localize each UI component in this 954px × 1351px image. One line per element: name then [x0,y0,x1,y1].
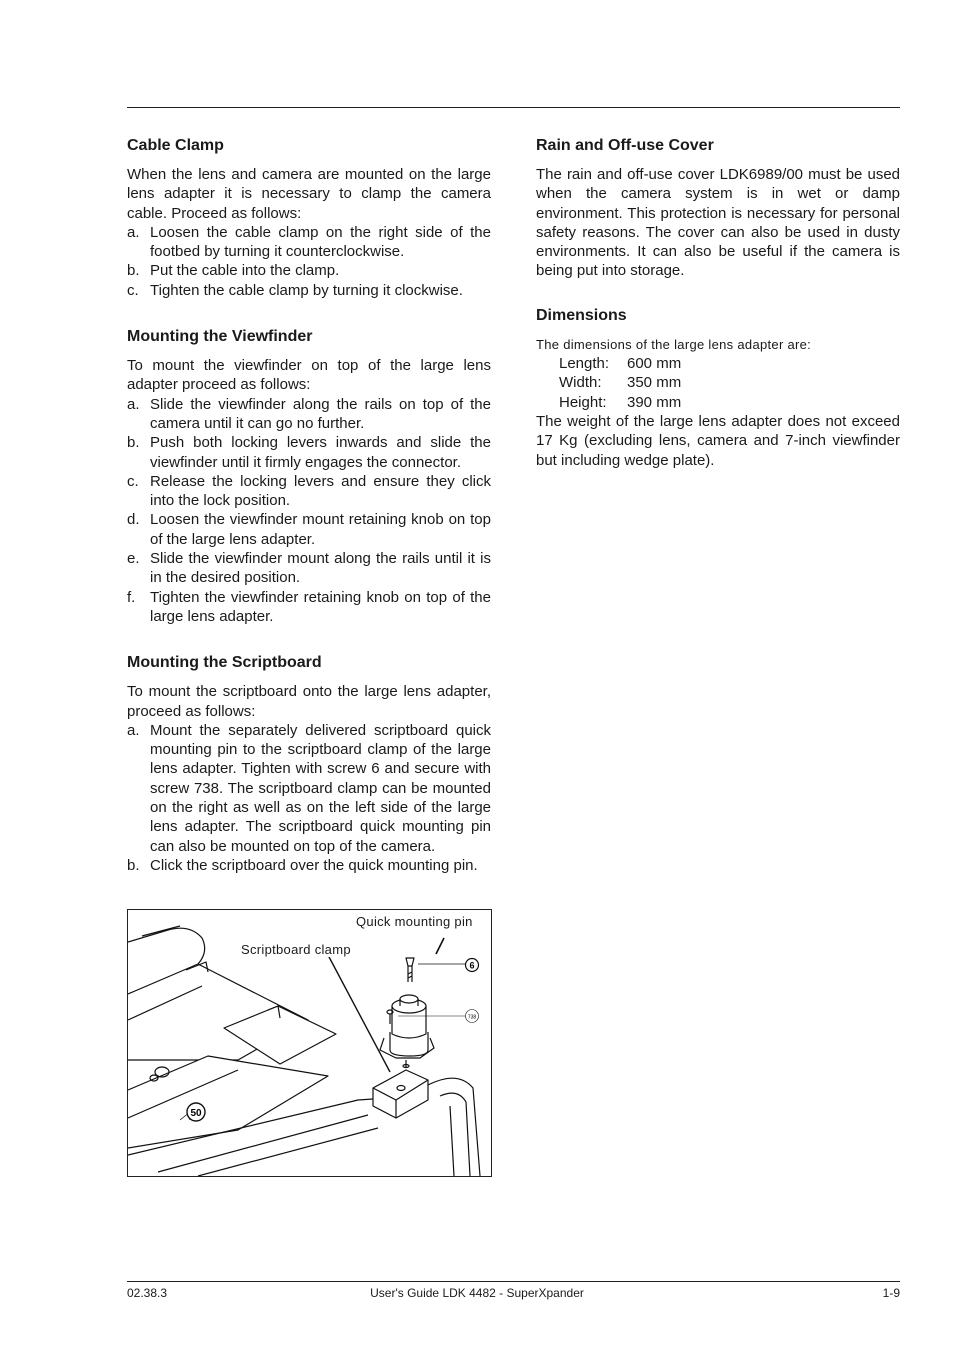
heading-rain-cover: Rain and Off-use Cover [536,137,714,154]
list-item: a. Mount the separately delivered scriptboard quick mounting pin to the scriptboard clamp of the large lens adapter. Tighten with screw 6 and secure with screw 738. The scriptboard clamp can be mounted on the right as well as on the left side of the large lens adapter. The scriptboard quick mounting pin can also be mounted on top of the camera. [127,721,491,855]
callout-738: 738 [467,1014,477,1021]
right-column [536,136,900,497]
footer-center: User's Guide LDK 4482 - SuperXpander [370,1286,584,1300]
viewfinder-intro: To mount the viewfinder on top of the large lens adapter proceed as follows: [127,357,491,394]
list-item: b. Click the scriptboard over the quick mounting pin. [127,856,478,874]
cable-clamp-intro: When the lens and camera are mounted on the large lens adapter it is necessary to clamp the camera cable. Proceed as follows: [127,166,491,222]
weight-text: The weight of the large lens adapter does not exceed 17 Kg (excluding lens, camera and 7-inch viewfinder but including wedge plate). [536,412,900,469]
list-item: a. Loosen the cable clamp on the right side of the footbed by turning it counterclockwise. [127,223,491,261]
cable-clamp-steps [127,223,491,300]
footer-left: 02.38.3 [127,1286,168,1300]
list-item: c. Tighten the cable clamp by turning it clockwise. [127,281,463,299]
list-item: c. Release the locking levers and ensure they click into the lock position. [127,472,491,510]
dimension-length: Length: 600 mm [559,355,682,373]
label-scriptboard-clamp: Scriptboard clamp [241,942,351,957]
heading-cable-clamp: Cable Clamp [127,137,224,154]
list-item: b. Put the cable into the clamp. [127,262,340,280]
dimensions-intro: The dimensions of the large lens adapter are: [536,336,812,352]
rain-cover-text: The rain and off-use cover LDK6989/00 must be used when the camera system is in wet or damp environment. This protection is necessary for personal safety reasons. The cover can also be used in dusty environments. It can also be useful if the camera is being put into storage. [536,166,900,280]
heading-dimensions: Dimensions [536,306,627,324]
header-rule [127,107,900,108]
dimension-width: Width: 350 mm [559,374,682,392]
list-item: d. Loosen the viewfinder mount retaining knob on top of the large lens adapter. [127,511,491,548]
list-item: e. Slide the viewfinder mount along the rails until it is in the desired position. [127,550,491,587]
callout-50: 50 [190,1108,202,1119]
callout-6: 6 [469,960,475,971]
footer-page-number: 1-9 [882,1286,900,1300]
section-rain-cover [536,136,900,281]
left-column [127,136,491,902]
list-item: f. Tighten the viewfinder retaining knob on top of the large lens adapter. [127,588,491,625]
heading-viewfinder: Mounting the Viewfinder [127,328,313,346]
section-dimensions [536,306,900,470]
scriptboard-figure [127,909,492,1177]
dimension-height: Height: 390 mm [559,393,682,411]
list-item: b. Push both locking levers inwards and slide the viewfinder until it firmly engages the connector. [127,434,491,471]
footer-rule [127,1281,900,1282]
viewfinder-steps [127,395,491,627]
section-viewfinder [127,327,491,626]
scriptboard-intro: To mount the scriptboard onto the large lens adapter, proceed as follows: [127,683,491,720]
section-scriptboard [127,653,491,875]
label-quick-mounting-pin: Quick mounting pin [356,914,473,929]
section-cable-clamp [127,136,491,300]
heading-scriptboard: Mounting the Scriptboard [127,654,322,672]
list-item: a. Slide the viewfinder along the rails on top of the camera until it can go no further. [127,395,491,432]
scriptboard-steps [127,721,491,875]
